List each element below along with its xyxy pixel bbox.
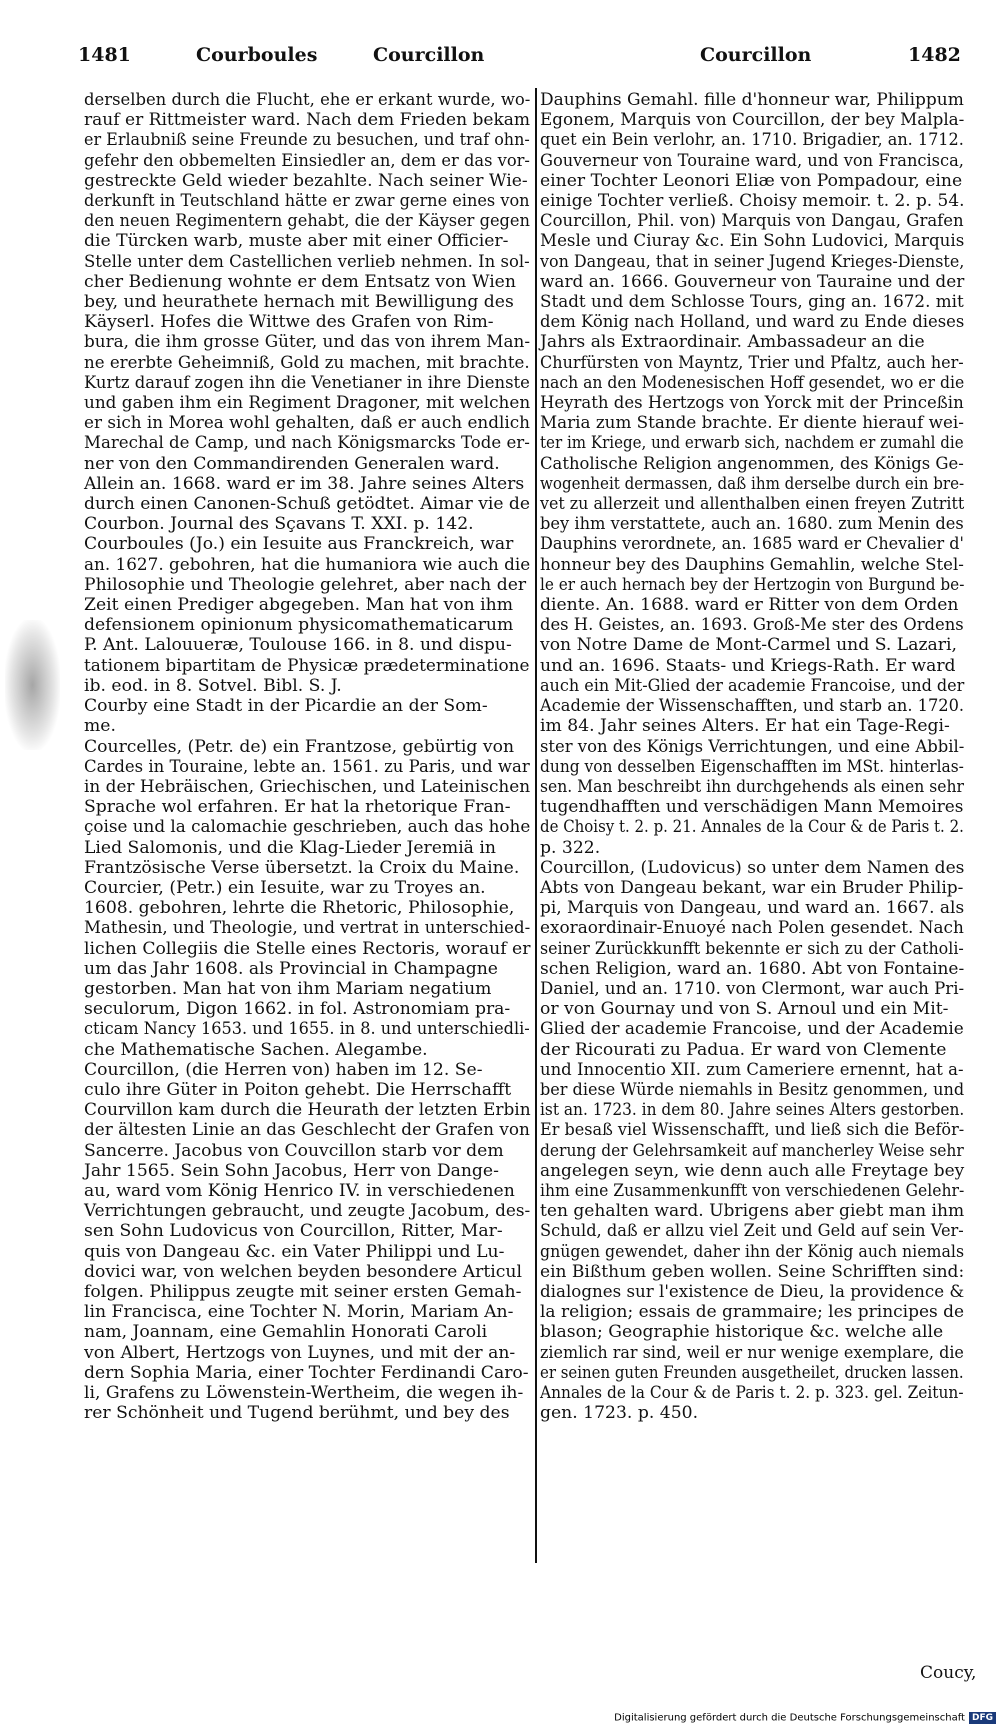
text-line: er seinen guten Freunden ausgetheilet, drucken lassen. (540, 1362, 964, 1383)
text-line: defensionem opinionum physicomathematicarum (84, 615, 514, 636)
text-line: Maria zum Stande brachte. Er diente hierauf wei- (540, 413, 964, 434)
text-line: und Innocentio XII. zum Cameriere ernennt, hat a- (540, 1059, 964, 1080)
text-line: Philosophie und Theologie gelehret, aber nach der (84, 574, 527, 595)
dfg-logo: DFG (969, 1712, 996, 1724)
text-line: seiner Zurückkunfft bekennte er sich zu der Catholi- (540, 938, 964, 959)
text-line: Courcier, (Petr.) ein Iesuite, war zu Troyes an. (84, 877, 486, 898)
text-line: angelegen seyn, wie denn auch alle Freytage bey (540, 1160, 965, 1181)
text-line: pi, Marquis von Dangeau, und ward an. 1667. als (540, 898, 965, 919)
footer-text: Digitalisierung gefördert durch die Deutsche Forschungsgemeinschaft (614, 1712, 965, 1724)
text-line: le er auch hernach bey der Hertzogin von Burgund be- (540, 574, 965, 595)
text-line: me. (84, 716, 116, 737)
text-line: ein Bißthum geben wollen. Seine Schrifften sind: (540, 1261, 965, 1282)
text-line: wogenheit dermassen, daß ihm derselbe durch ein bre- (540, 473, 965, 494)
text-line: p. 322. (540, 837, 601, 858)
text-line: Verrichtungen gebraucht, und zeugte Jacobum, des- (84, 1201, 531, 1222)
running-header (0, 44, 1000, 84)
text-line: gefehr den obbemelten Einsiedler an, dem er das vor- (84, 150, 530, 171)
text-line: Annales de la Cour & de Paris t. 2. p. 323. gel. Zeitun- (540, 1383, 964, 1403)
text-line: Zeit einen Prediger abgegeben. Man hat von ihm (84, 595, 514, 616)
text-line: Kurtz darauf zogen ihn die Venetianer in ihre Dienste (84, 372, 530, 393)
text-line: Marechal de Camp, und nach Königsmarcks Tode er- (84, 433, 530, 454)
text-line: im 84. Jahr seines Alters. Er hat ein Tage-Regi- (540, 716, 950, 737)
text-line: 1608. gebohren, lehrte die Rhetoric, Philosophie, (84, 898, 515, 919)
text-line: der Ricourati zu Padua. Er ward von Clemente (540, 1039, 947, 1060)
text-line: quet ein Bein verlohr, an. 1710. Brigadier, an. 1712. (540, 130, 964, 151)
text-line: Stadt und dem Schlosse Tours, ging an. 1672. mit (540, 292, 964, 313)
text-line: gestreckte Geld wieder bezahlte. Nach seiner Wie- (84, 170, 528, 191)
text-line: Egonem, Marquis von Courcillon, der bey Malpla- (540, 110, 965, 131)
text-line: von Notre Dame de Mont-Carmel und S. Lazari, (540, 635, 957, 656)
text-line: Mathesin, und Theologie, und vertrat in unterschied- (84, 918, 531, 939)
text-line: gen. 1723. p. 450. (540, 1403, 699, 1424)
text-line: Courbon. Journal des Sçavans T. XXI. p. 142. (84, 514, 474, 535)
text-line: sen Sohn Ludovicus von Courcillon, Ritter, Mar- (84, 1221, 503, 1242)
text-line: von Dangeau, that in seiner Jugend Krieges-Dienste, (540, 251, 965, 272)
scan-smudge (5, 620, 60, 750)
text-line: ster von des Königs Verrichtungen, und eine Abbil- (540, 736, 965, 757)
text-line: Gouverneur von Touraine ward, und von Francisca, (540, 150, 964, 171)
text-line: ne ererbte Geheimniß, Gold zu machen, mit brachte. (84, 352, 530, 373)
text-line: ib. eod. in 8. Sotvel. Bibl. S. J. (84, 675, 342, 696)
text-line: Sprache wol erfahren. Er hat la rhetorique Fran- (84, 797, 511, 818)
text-line: derkunft in Teutschland hätte er zwar gerne eines von (84, 191, 530, 212)
text-line: bey, und heurathete hernach mit Bewilligung des (84, 292, 514, 313)
text-line: culo ihre Güter in Poiton gehebt. Die Herrschafft (84, 1079, 512, 1100)
text-line: dern Sophia Maria, einer Tochter Ferdinandi Caro- (84, 1362, 529, 1383)
text-line: ihm eine Zusammenkunfft von verschiedenen Gelehr- (540, 1180, 965, 1201)
text-line: exoraordinair-Enuoyé nach Polen gesendet. Nach (540, 918, 964, 939)
text-line: der ältesten Linie an das Geschlecht der Grafen von (84, 1120, 530, 1141)
text-line: nam, Joannam, eine Gemahlin Honorati Caroli (84, 1322, 488, 1343)
text-line: la religion; essais de grammaire; les principes de (540, 1302, 965, 1323)
text-line: Sancerre. Jacobus von Couvcillon starb vor dem (84, 1140, 504, 1161)
text-line: che Mathematische Sachen. Alegambe. (84, 1039, 428, 1060)
text-line: schen Religion, ward an. 1680. Abt von Fontaine- (540, 958, 965, 979)
right-column (540, 90, 964, 1423)
text-line: Frantzösische Verse übersetzt. la Croix du Maine. (84, 857, 520, 878)
text-line: einer Tochter Leonori Eliæ von Pompadour, eine (540, 170, 963, 191)
text-line: rauf er Rittmeister ward. Nach dem Frieden bekam (84, 110, 531, 131)
text-line: derung der Gelehrsamkeit auf mancherley Weise sehr (540, 1140, 964, 1161)
text-line: Courcillon, (die Herren von) haben im 12. Se- (84, 1059, 483, 1080)
text-line: ner von den Commandirenden Generalen ward. (84, 453, 500, 474)
text-line: çoise und la calomachie geschrieben, auch das hohe (84, 817, 531, 838)
header-keyword-left-2: Courcillon (373, 44, 485, 66)
text-line: tationem bipartitam de Physicæ prædeterminatione (84, 655, 530, 676)
text-line: und an. 1696. Staats- und Kriegs-Rath. Er ward (540, 655, 956, 676)
text-line: gestorben. Man hat von ihm Mariam negatium (84, 978, 492, 999)
text-line: Glied der academie Francoise, und der Academie (540, 1019, 964, 1040)
page-number-right: 1482 (908, 44, 961, 66)
text-line: Heyrath des Hertzogs von Yorck mit der Princeßin (540, 393, 964, 414)
text-line: Dauphins verordnete, an. 1685 ward er Chevalier d' (540, 534, 964, 555)
text-line: diente. An. 1688. ward er Ritter von dem Orden (540, 595, 959, 616)
text-line: derselben durch die Flucht, ehe er erkant wurde, wo- (84, 90, 531, 110)
text-line: nach an den Modenesischen Hoff gesendet, wo er die (540, 372, 965, 393)
text-line: Courcillon, (Ludovicus) so unter dem Namen des (540, 857, 965, 878)
text-line: lin Francisca, eine Tochter N. Morin, Mariam An- (84, 1302, 514, 1323)
text-line: seculorum, Digon 1662. in fol. Astronomiam pra- (84, 999, 511, 1020)
text-line: li, Grafens zu Löwenstein-Wertheim, die wegen ih- (84, 1383, 524, 1403)
text-line: tugendhafften und verschädigen Mann Memoires (540, 797, 964, 818)
text-line: Mesle und Ciuray &c. Ein Sohn Ludovici, Marquis (540, 231, 965, 252)
text-line: Er besaß viel Wissenschafft, und ließ sich die Beför- (540, 1120, 965, 1141)
text-line: von Albert, Hertzogs von Luynes, und mit der an- (84, 1342, 516, 1363)
text-line: dialognes sur l'existence de Dieu, la providence & (540, 1281, 965, 1302)
text-line: ward an. 1666. Gouverneur von Tauraine und der (540, 271, 965, 292)
catchword: Coucy, (920, 1663, 977, 1683)
text-line: ter im Kriege, und erwarb sich, nachdem er zumahl die (540, 433, 964, 454)
text-line: Jahrs als Extraordinair. Ambassadeur an die (540, 332, 925, 353)
text-line: or von Gournay und von S. Arnoul und ein Mit- (540, 999, 949, 1020)
text-line: er Erlaubniß seine Freunde zu besuchen, und traf ohn- (84, 130, 530, 151)
text-line: den neuen Regimentern gehabt, die der Käyser gegen (84, 211, 530, 232)
text-line: Courby eine Stadt in der Picardie an der Som- (84, 696, 488, 717)
text-line: cher Bedienung wohnte er dem Entsatz von Wien (84, 271, 516, 292)
left-column (84, 90, 530, 1423)
text-line: ziemlich rar sind, weil er nur wenige exemplare, die (540, 1342, 964, 1363)
text-line: vet zu allerzeit und allenthalben einen freyen Zutritt (540, 494, 965, 515)
text-line: honneur bey des Dauphins Gemahlin, welche Stel- (540, 554, 964, 575)
text-line: durch einen Canonen-Schuß getödtet. Aimar vie de (84, 494, 531, 515)
text-line: er sich in Morea wohl gehalten, daß er auch endlich (84, 413, 530, 434)
text-line: folgen. Philippus zeugte mit seiner ersten Gemah- (84, 1281, 522, 1302)
text-line: lichen Collegiis die Stelle eines Rectoris, worauf er (84, 938, 531, 959)
text-line: blason; Geographie historique &c. welche alle (540, 1322, 944, 1343)
text-line: Lied Salomonis, und die Klag-Lieder Jeremiä in (84, 837, 496, 858)
text-line: des H. Geistes, an. 1693. Groß-Me ster des Ordens (540, 615, 964, 636)
text-line: Dauphins Gemahl. fille d'honneur war, Philippum (540, 90, 964, 110)
text-line: Academie der Wissenschafften, und starb an. 1720. (540, 696, 965, 717)
text-line: P. Ant. Lalouueræ, Toulouse 166. in 8. und dispu- (84, 635, 512, 656)
text-line: cticam Nancy 1653. und 1655. in 8. und unterschiedli- (84, 1019, 530, 1040)
text-line: Jahr 1565. Sein Sohn Jacobus, Herr von Dange- (84, 1160, 499, 1181)
footer (0, 1712, 996, 1732)
text-line: Courcillon, Phil. von) Marquis von Dangau, Grafen (540, 211, 964, 232)
text-line: Schuld, daß er allzu viel Zeit und Geld auf sein Ver- (540, 1221, 964, 1242)
text-line: Churfürsten von Mayntz, Trier und Pfaltz, auch her- (540, 352, 964, 373)
text-line: dovici war, von welchen beyden besondere Articul (84, 1261, 522, 1282)
text-line: Abts von Dangeau bekant, war ein Bruder Philip- (540, 877, 964, 898)
text-line: dem König nach Holland, und ward zu Ende dieses (540, 312, 965, 333)
text-line: auch ein Mit-Glied der academie Francoise, und der (540, 675, 965, 696)
text-line: Daniel, und an. 1710. von Clermont, war auch Pri- (540, 978, 965, 999)
text-line: Cardes in Touraine, lebte an. 1561. zu Paris, und war (84, 756, 530, 777)
text-line: bura, die ihm grosse Güter, und das von ihrem Man- (84, 332, 531, 353)
text-line: sen. Man beschreibt ihn durchgehends als einen sehr (540, 776, 964, 797)
text-line: um das Jahr 1608. als Provincial in Champagne (84, 958, 498, 979)
text-line: Courvillon kam durch die Heurath der letzten Erbin (84, 1100, 531, 1121)
text-line: Catholische Religion angenommen, des Königs Ge- (540, 453, 964, 474)
text-line: an. 1627. gebohren, hat die humaniora wie auch die (84, 554, 531, 575)
text-line: ist an. 1723. in dem 80. Jahre seines Alters gestorben. (540, 1100, 965, 1121)
column-divider (535, 88, 537, 1563)
text-line: ber diese Würde niemahls in Besitz genommen, und (540, 1079, 965, 1100)
text-line: rer Schönheit und Tugend berühmt, und bey des (84, 1403, 510, 1424)
text-line: Käyserl. Hofes die Wittwe des Grafen von Rim- (84, 312, 494, 333)
text-line: und gaben ihm ein Regiment Dragoner, mit welchen (84, 393, 531, 414)
page-number-left: 1481 (78, 44, 131, 66)
text-line: ten gehalten ward. Ubrigens aber giebt man ihm (540, 1201, 965, 1222)
text-line: au, ward vom König Henrico IV. in verschiedenen (84, 1180, 515, 1201)
header-keyword-right: Courcillon (700, 44, 812, 66)
text-line: die Türcken warb, muste aber mit einer Officier- (84, 231, 509, 252)
text-line: Stelle unter dem Castellichen verlieb nehmen. In sol- (84, 251, 530, 272)
text-line: bey ihm verstattete, auch an. 1680. zum Menin des (540, 514, 964, 535)
text-line: in der Hebräischen, Griechischen, und Lateinischen (84, 776, 531, 797)
text-line: Courcelles, (Petr. de) ein Frantzose, gebürtig von (84, 736, 515, 757)
text-line: Courboules (Jo.) ein Iesuite aus Franckreich, war (84, 534, 514, 555)
header-keyword-left-1: Courboules (196, 44, 318, 66)
text-line: quis von Dangeau &c. ein Vater Philippi und Lu- (84, 1241, 505, 1262)
text-line: einige Tochter verließ. Choisy memoir. t. 2. p. 54. (540, 191, 965, 212)
text-line: de Choisy t. 2. p. 21. Annales de la Cour & de Paris t. 2. (540, 817, 964, 838)
text-line: dung von desselben Eigenschafften im MSt. hinterlas- (540, 756, 964, 777)
text-line: Allein an. 1668. ward er im 38. Jahre seines Alters (84, 473, 525, 494)
text-line: gnügen gewendet, daher ihn der König auch niemals (540, 1241, 965, 1262)
